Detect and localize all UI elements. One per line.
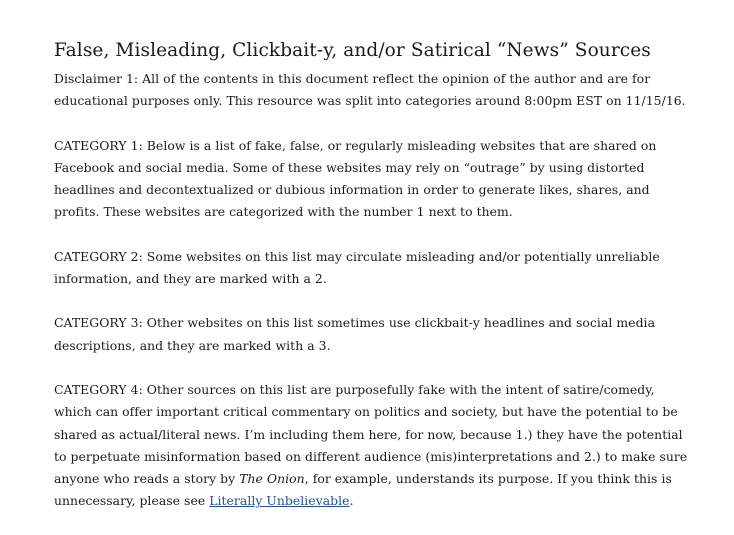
- category-4-paragraph: [54, 379, 694, 513]
- category-3-paragraph: CATEGORY 3: Other websites on this list sometimes use clickbait-y headlines and social media descriptions, and they are marked with a 3.: [54, 315, 656, 353]
- category-4-text-start: CATEGORY 4: Other sources on this list are purposefully fake with the intent of satire/comedy, which can offer important critical commentary on politics and society, but have the potential to be shared as actual/literal news. I’m including them here, for now, because 1.) they have the potential to perpetuate misinformation based on different audience (mis)interpretations and 2.) to make sure anyone who reads a story by: [54, 381, 688, 487]
- category-4-text-middle: , for example, understands its purpose. If you think this is unnecessary, please see: [54, 471, 672, 509]
- category-4-text-end: .: [349, 493, 354, 509]
- document-title: False, Misleading, Clickbait-y, and/or Satirical “News” Sources: [54, 40, 651, 61]
- document-body: [54, 38, 694, 535]
- literally-unbelievable-link[interactable]: Literally Unbelievable: [209, 493, 350, 509]
- category-2-paragraph: CATEGORY 2: Some websites on this list may circulate misleading and/or potentially unreliable information, and they are marked with a 2.: [54, 248, 660, 287]
- category-1-paragraph: CATEGORY 1: Below is a list of fake, false, or regularly misleading websites that are shared on Facebook and social media. Some of these websites may rely on “outrage” by using distorted headlines and decontextualized or dubious information in order to generate likes, shares, and profits. These websites are categorized with the number 1 next to them.: [54, 137, 657, 220]
- the-onion-emphasis: The Onion: [239, 471, 305, 487]
- disclaimer-paragraph: Disclaimer 1: All of the contents in this document reflect the opinion of the author and are for educational purposes only. This resource was split into categories around 8:00pm EST on 11/15/16.: [54, 71, 686, 109]
